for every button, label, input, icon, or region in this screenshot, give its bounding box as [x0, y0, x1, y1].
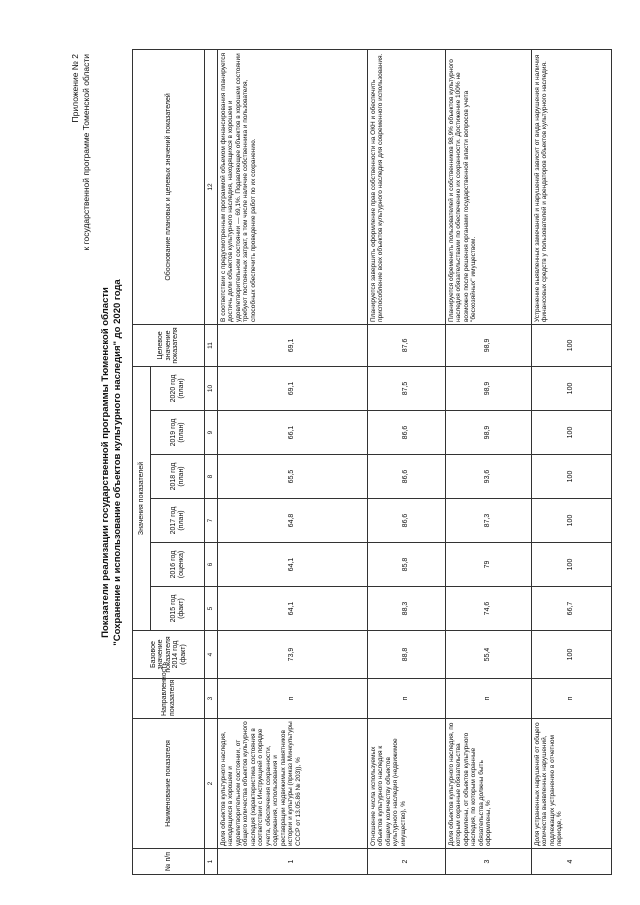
value-2019: 100	[531, 411, 611, 455]
document-title: Показатели реализации государственной программы Тюменской области	[100, 287, 111, 638]
col-num-5: 5	[205, 587, 218, 631]
value-2015: 88,3	[367, 587, 445, 631]
value-2015: 64,1	[217, 587, 367, 631]
annex-reference: к государственной программе Томенской области	[81, 54, 91, 251]
value-2017: 87,3	[445, 499, 531, 543]
value-2017: 100	[531, 499, 611, 543]
header-direction: Направленность показателя	[133, 679, 205, 719]
annex-number: Приложение № 2	[70, 54, 80, 123]
header-y2019: 2019 год (план)	[151, 411, 205, 455]
value-2016: 64,1	[217, 543, 367, 587]
indicator-name: Доля объектов культурного наследия, по которым охранные обязательства оформлены, от объектов культурного наследия, по которым охранные обязательства должны быть оформлены, %	[445, 719, 531, 849]
col-num-1: 1	[205, 849, 218, 875]
basis-text: Планируется завершить оформление прав собственности на ОКН и обеспечить приспособление всех объектов культурного наследия для современного использования.	[367, 49, 445, 324]
header-y2018: 2018 год (план)	[151, 455, 205, 499]
document-subtitle: "Сохранение и использование объектов культурного наследия" до 2020 года	[112, 279, 123, 646]
value-2015: 66,7	[531, 587, 611, 631]
table-row	[531, 49, 611, 874]
indicator-name: Доля устраненных нарушений от общего количества выявленных нарушений, подлежащих устранению в отчетном периоде, %	[531, 719, 611, 849]
value-2019: 66,1	[217, 411, 367, 455]
base-value: 73,9	[217, 631, 367, 679]
header-num: № п/п	[133, 849, 205, 875]
base-value: 55,4	[445, 631, 531, 679]
value-2016: 79	[445, 543, 531, 587]
row-number: 4	[531, 849, 611, 875]
value-2020: 98,9	[445, 366, 531, 410]
base-value: 100	[531, 631, 611, 679]
col-num-11: 11	[205, 324, 218, 366]
value-2019: 98,9	[445, 411, 531, 455]
basis-text: Планируется обременить пользователей и собственников 98,9% объектов культурного наследия обязательствами по обеспечению их сохранности. Достижение 100% не возможно после решения органами государственной власти вопросов учета "бесхозяйных" имуществом.	[445, 49, 531, 324]
value-2016: 85,8	[367, 543, 445, 587]
direction-cell: п	[445, 679, 531, 719]
header-values-group: Значения показателей	[133, 366, 151, 630]
basis-text: Устранение выявленных замечаний и нарушений зависит от вида нарушения и наличия финансовых средств у пользователей и арендаторов объектов культурного наследия.	[531, 49, 611, 324]
table-row	[445, 49, 531, 874]
value-2015: 74,6	[445, 587, 531, 631]
rotated-sheet	[70, 50, 610, 875]
value-2019: 86,6	[367, 411, 445, 455]
direction-cell: п	[367, 679, 445, 719]
target-value: 69,1	[217, 324, 367, 366]
header-y2017: 2017 год (план)	[151, 499, 205, 543]
indicator-name: Отношение числа используемых объектов культурного наследия к общему количеству объектов культурного наследия (недвижимое имущество), %	[367, 719, 445, 849]
table-row	[367, 49, 445, 874]
value-2020: 100	[531, 366, 611, 410]
base-value: 88,8	[367, 631, 445, 679]
indicator-name: Доля объектов культурного наследия, находящихся в хорошем и удовлетворительном состоянии, от общего количества объектов культурного наследия (характеристика состояния в соответствии с Инструкцией о порядке учета, обеспечения сохранности, содержания, использования и реставрации недвижимых памятников истории и культуры (приказ Минкультуры СССР от 13.05.86 № 203)), %	[217, 719, 367, 849]
value-2018: 65,5	[217, 455, 367, 499]
value-2017: 86,6	[367, 499, 445, 543]
direction-cell: п	[531, 679, 611, 719]
col-num-9: 9	[205, 411, 218, 455]
column-number-row	[205, 49, 218, 874]
col-num-7: 7	[205, 499, 218, 543]
value-2018: 86,6	[367, 455, 445, 499]
header-row-1	[133, 49, 151, 874]
col-num-4: 4	[205, 631, 218, 679]
basis-text: В соответствии с предусмотренным программой объемом финансирования планируется достичь доли объектов культурного наследия, находящихся в хорошем и удовлетворительном состоянии — 69,1%. Подавляющее объектов в хорошем состоянии требуют постоянных затрат, в том числе наличие собственника и пользователя, способных обеспечить проведение работ по их сохранению.	[217, 49, 367, 324]
value-2020: 87,5	[367, 366, 445, 410]
indicators-table	[132, 49, 612, 875]
direction-cell: п	[217, 679, 367, 719]
header-name: Наименование показателя	[133, 719, 205, 849]
row-number: 3	[445, 849, 531, 875]
table-row	[217, 49, 367, 874]
target-value: 87,6	[367, 324, 445, 366]
value-2017: 64,8	[217, 499, 367, 543]
target-value: 98,9	[445, 324, 531, 366]
value-2020: 69,1	[217, 366, 367, 410]
annex-note	[70, 54, 92, 250]
col-num-10: 10	[205, 366, 218, 410]
header-y2016: 2016 год (оценка)	[151, 543, 205, 587]
header-y2020: 2020 год (план)	[151, 366, 205, 410]
row-number: 1	[217, 849, 367, 875]
col-num-8: 8	[205, 455, 218, 499]
col-num-6: 6	[205, 543, 218, 587]
value-2018: 93,6	[445, 455, 531, 499]
header-base: Базовое значение показателя 2014 год (факт)	[133, 631, 205, 679]
row-number: 2	[367, 849, 445, 875]
header-basis: Обоснование плановых и целевых значений показателей	[133, 49, 205, 324]
header-target: Целевое значение показателя	[133, 324, 205, 366]
target-value: 100	[531, 324, 611, 366]
value-2016: 100	[531, 543, 611, 587]
col-num-12: 12	[205, 49, 218, 324]
col-num-2: 2	[205, 719, 218, 849]
header-y2015: 2015 год (факт)	[151, 587, 205, 631]
value-2018: 100	[531, 455, 611, 499]
col-num-3: 3	[205, 679, 218, 719]
